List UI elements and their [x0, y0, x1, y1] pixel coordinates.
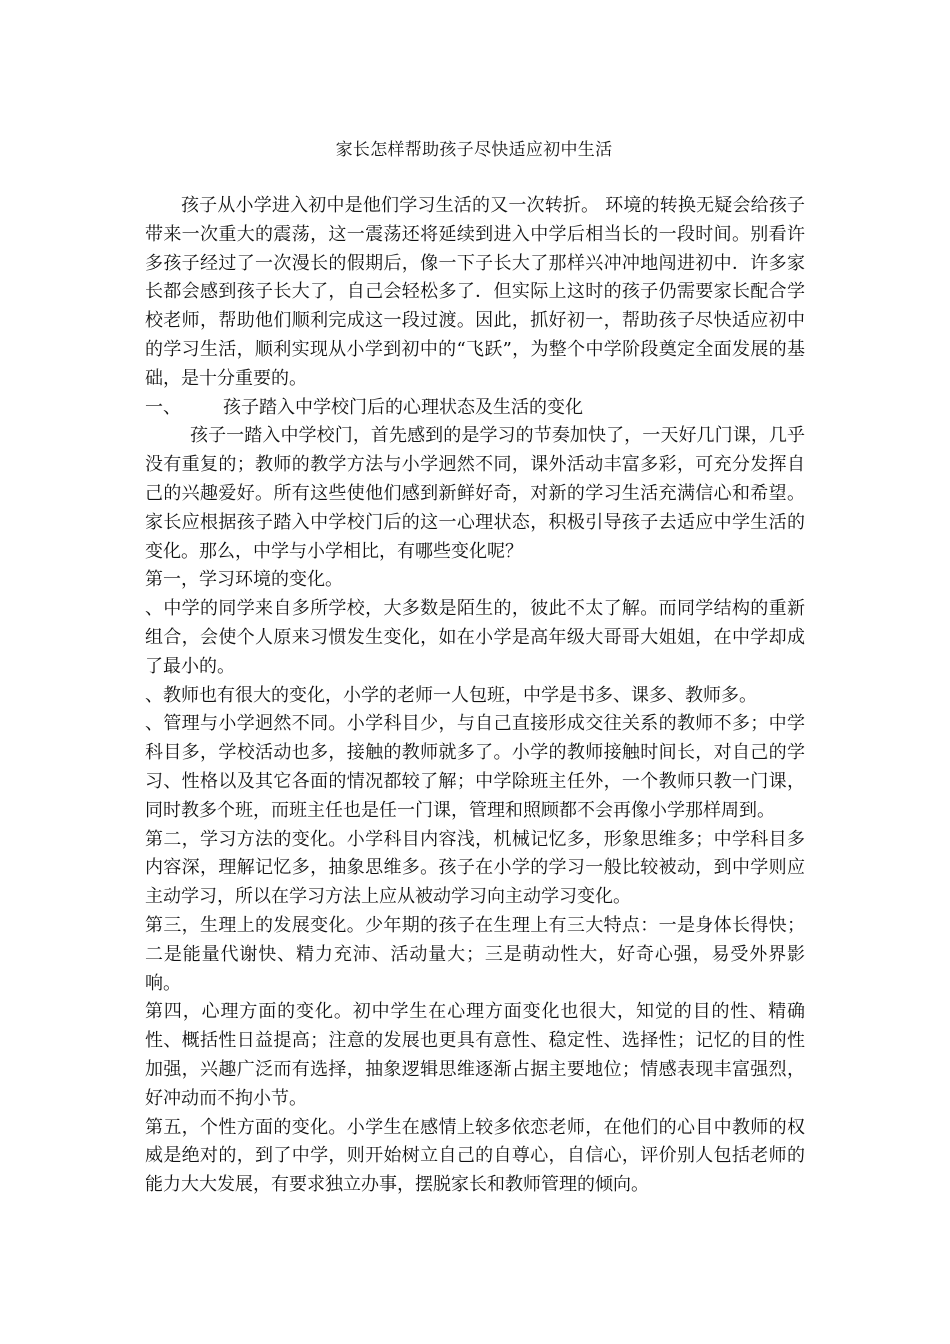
- section-paragraph: 孩子一踏入中学校门，首先感到的是学习的节奏加快了，一天好几门课，几乎没有重复的；教师的教学方法与小学迥然不同，课外活动丰富多彩，可充分发挥自己的兴趣爱好。所有这些使他们感到新鲜好奇，对新的学习生活充满信心和希望。家长应根据孩子踏入中学校门后的这一心理状态，积极引导孩子去适应中学生活的变化。那么，中学与小学相比，有哪些变化呢？: [145, 425, 805, 562]
- change-paragraph: 第四，心理方面的变化。初中学生在心理方面变化也很大，知觉的目的性、精确性、概括性日益提高；注意的发展也更具有意性、稳定性、选择性；记忆的目的性加强，兴趣广泛而有选择，抽象逻辑思维逐渐占据主要地位；情感表现丰富强烈，好冲动而不拘小节。: [145, 1001, 805, 1109]
- section-heading: [145, 394, 805, 423]
- document-body: [145, 192, 805, 1200]
- document-title: 家长怎样帮助孩子尽快适应初中生活: [335, 140, 613, 160]
- change-item: 、教师也有很大的变化，小学的老师一人包班，中学是书多、课多、教师多。: [145, 684, 757, 706]
- change-heading: 第一，学习环境的变化。: [145, 569, 343, 591]
- section-number: 一、: [145, 396, 181, 418]
- change-item: 、中学的同学来自多所学校，大多数是陌生的，彼此不太了解。而同学结构的重新组合，会使个人原来习惯发生变化，如在小学是高年级大哥哥大姐姐，在中学却成了最小的。: [145, 598, 805, 677]
- change-item: 、管理与小学迥然不同。小学科目少，与自己直接形成交往关系的教师不多；中学科目多，学校活动也多，接触的教师就多了。小学的教师接触时间长，对自己的学习、性格以及其它各面的情况都较了解；中学除班主任外，一个教师只教一门课，同时教多个班，而班主任也是任一门课，管理和照顾都不会再像小学那样周到。: [145, 713, 805, 821]
- intro-paragraph: 孩子从小学进入初中是他们学习生活的又一次转折。 环境的转换无疑会给孩子带来一次重大的震荡，这一震荡还将延续到进入中学后相当长的一段时间。别看许多孩子经过了一次漫长的假期后，像一下子长大了那样兴冲冲地闯进初中．许多家长都会感到孩子长大了，自己会轻松多了．但实际上这时的孩子仍需要家长配合学校老师，帮助他们顺利完成这一段过渡。因此，抓好初一，帮助孩子尽快适应初中的学习生活，顺利实现从小学到初中的“飞跃”，为整个中学阶段奠定全面发展的基础，是十分重要的。: [145, 195, 805, 389]
- section-title: 孩子踏入中学校门后的心理状态及生活的变化: [223, 396, 583, 418]
- change-paragraph: 第五，个性方面的变化。小学生在感情上较多依恋老师，在他们的心目中教师的权威是绝对的，到了中学，则开始树立自己的自尊心，自信心，评价别人包括老师的能力大大发展，有要求独立办事，摆脱家长和教师管理的倾向。: [145, 1116, 805, 1196]
- change-paragraph: 第三，生理上的发展变化。少年期的孩子在生理上有三大特点：一是身体长得快；二是能量代谢快、精力充沛、活动量大；三是萌动性大，好奇心强，易受外界影响。: [145, 914, 805, 994]
- change-paragraph: 第二，学习方法的变化。小学科目内容浅，机械记忆多，形象思维多；中学科目多内容深，理解记忆多，抽象思维多。孩子在小学的学习一般比较被动，到中学则应主动学习，所以在学习方法上应从被动学习向主动学习变化。: [145, 828, 805, 908]
